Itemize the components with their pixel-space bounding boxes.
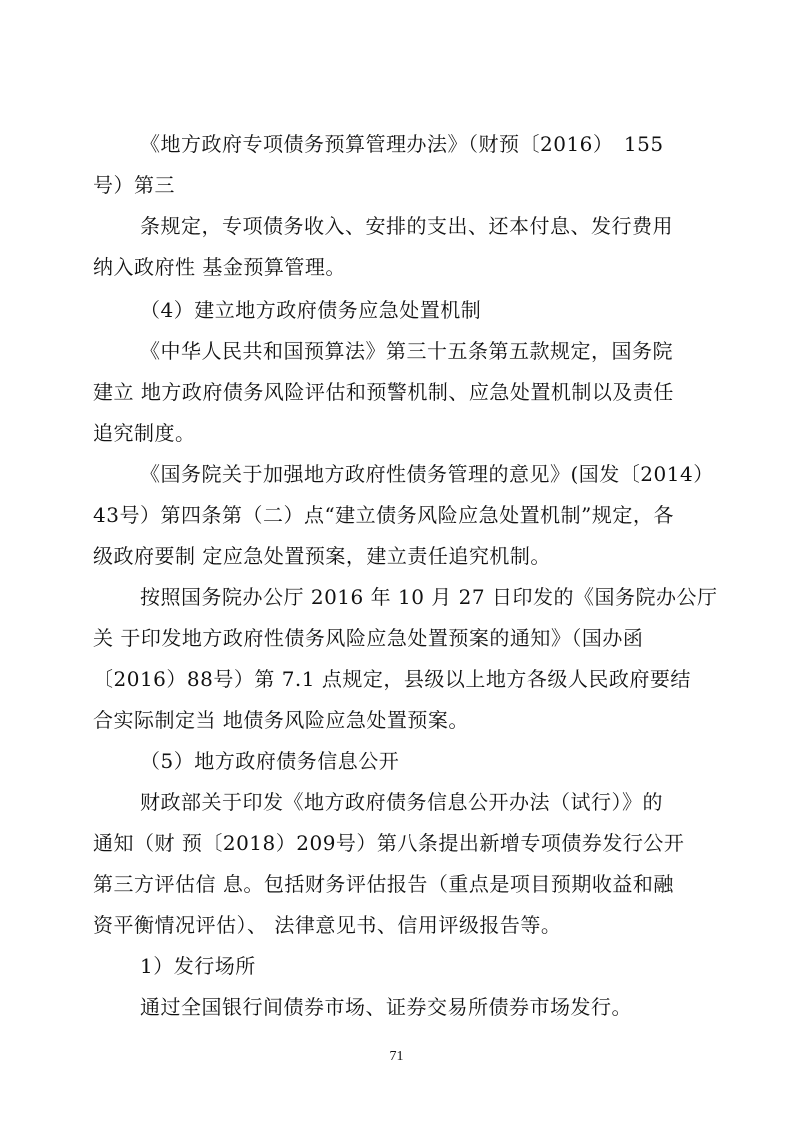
text-line: 建立 地方政府债务风险评估和预警机制、应急处置机制以及责任 [93,380,674,404]
text-line: 第三方评估信 息。包括财务评估报告（重点是项目预期收益和融 [93,872,674,896]
page-number: 71 [389,1049,404,1064]
section-heading: （5）地方政府债务信息公开 [140,749,400,773]
text-line: 关 于印发地方政府性债务风险应急处置预案的通知》（国办函 [93,626,644,650]
section-heading: 1）发行场所 [140,954,256,978]
text-line: 纳入政府性 基金预算管理。 [93,255,346,279]
text-line: 资平衡情况评估）、 法律意见书、信用评级报告等。 [93,913,562,937]
text-line: 《国务院关于加强地方政府性债务管理的意见》(国发〔2014） [140,462,714,486]
text-line: 43号）第四条第（二）点“建立债务风险应急处置机制”规定，各 [93,503,674,527]
text-line: 号）第三 [93,173,175,197]
text-line: 追究制度。 [93,421,196,445]
text-line: 《地方政府专项债务预算管理办法》（财预〔2016） 155 [140,132,664,156]
text-line: 《中华人民共和国预算法》第三十五条第五款规定，国务院 [140,339,673,363]
text-line: 级政府要制 定应急处置预案，建立责任追究机制。 [93,544,551,568]
text-line: 财政部关于印发《地方政府债务信息公开办法（试行）》的 [140,790,663,814]
text-line: 通过全国银行间债券市场、证券交易所债券市场发行。 [140,995,632,1019]
text-line: 通知（财 预〔2018）209号）第八条提出新增专项债券发行公开 [93,831,685,855]
text-line: 条规定，专项债务收入、安排的支出、还本付息、发行费用 [140,214,673,238]
text-line: 按照国务院办公厅 2016 年 10 月 27 日印发的《国务院办公厅 [140,585,718,609]
section-heading: （4）建立地方政府债务应急处置机制 [140,298,482,322]
text-line: 合实际制定当 地债务风险应急处置预案。 [93,708,469,732]
text-line: 〔2016）88号）第 7.1 点规定，县级以上地方各级人民政府要结 [93,667,691,691]
